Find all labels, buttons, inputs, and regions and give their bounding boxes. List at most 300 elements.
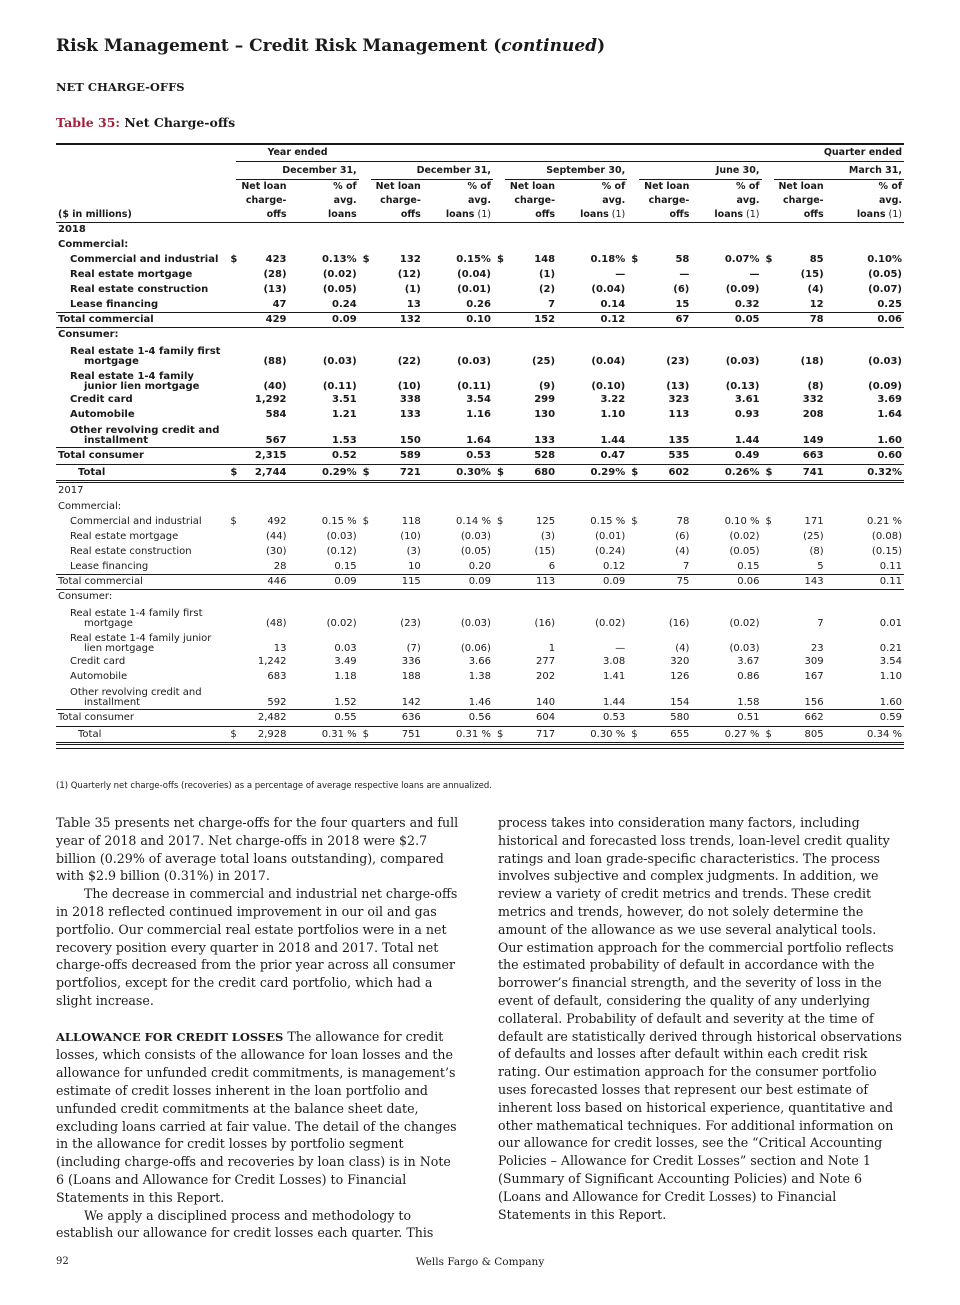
- row-label: Real estate 1-4 family junior lien mortgage: [70, 632, 212, 654]
- dollar-sign: [762, 313, 774, 328]
- percent-cell: 0.86: [737, 671, 760, 682]
- spacer: [359, 180, 371, 195]
- row-label: Commercial and industrial: [70, 516, 202, 527]
- percent-cell: 3.49: [334, 656, 357, 667]
- percent-cell: 0.21: [879, 642, 902, 654]
- dollar-sign: [762, 710, 774, 727]
- percent-cell: 0.32%: [826, 465, 904, 482]
- amount-cell: 320: [670, 656, 690, 667]
- amount-cell: 584: [265, 409, 287, 420]
- column-header: Net loan: [644, 181, 690, 192]
- dollar-sign: [627, 530, 639, 545]
- percent-cell: 0.13%: [321, 254, 357, 265]
- dollar-sign: $: [362, 516, 370, 527]
- column-header: offs: [639, 208, 691, 223]
- amount-cell: 602: [639, 465, 691, 482]
- dollar-sign: [359, 685, 371, 710]
- amount-cell: 58: [675, 254, 690, 265]
- amount-cell: (23): [400, 617, 421, 629]
- amount-cell: 1,292: [254, 394, 287, 405]
- spacer: [627, 194, 639, 208]
- percent-cell: 0.06: [826, 313, 904, 328]
- spacer: [762, 208, 774, 223]
- percent-cell: 3.08: [602, 656, 626, 667]
- amount-cell: (25): [532, 355, 556, 367]
- column-header: offs: [371, 208, 423, 223]
- amount-cell: 132: [399, 254, 421, 265]
- column-header: charge-: [245, 195, 287, 206]
- percent-cell: 1.46: [468, 697, 491, 708]
- amount-cell: (10): [400, 531, 421, 542]
- amount-cell: 567: [265, 435, 287, 446]
- percent-cell: 0.93: [734, 409, 760, 420]
- table-number: Table 35:: [56, 115, 121, 130]
- spacer: [762, 194, 774, 208]
- table-section-row: [56, 500, 904, 515]
- amount-cell: (3): [540, 531, 556, 542]
- amount-cell: 132: [371, 313, 423, 328]
- percent-cell: 0.30 %: [557, 727, 627, 744]
- dollar-sign: [627, 655, 639, 670]
- amount-cell: 113: [668, 409, 690, 420]
- column-header: charge-: [514, 195, 556, 206]
- amount-cell: (3): [406, 546, 421, 557]
- amount-cell: 7: [682, 560, 690, 572]
- amount-cell: 429: [236, 313, 288, 328]
- row-label: Commercial and industrial: [70, 254, 219, 265]
- dollar-sign: [359, 423, 371, 448]
- column-header: % of: [601, 181, 626, 192]
- percent-cell: 1.52: [334, 697, 357, 708]
- percent-cell: 0.51: [691, 710, 761, 727]
- amount-cell: (88): [263, 355, 287, 367]
- percent-cell: 0.15: [737, 560, 760, 572]
- amount-cell: 188: [401, 671, 421, 682]
- percent-cell: 0.05: [691, 313, 761, 328]
- row-label: Total commercial: [56, 313, 226, 328]
- percent-cell: (0.01): [595, 531, 626, 542]
- section-label: Commercial:: [58, 501, 122, 512]
- percent-cell: 0.49: [691, 448, 761, 465]
- percent-cell: 3.67: [737, 656, 760, 667]
- dollar-sign: $: [226, 465, 236, 482]
- dollar-sign: [627, 343, 639, 368]
- column-header: % of: [467, 181, 491, 192]
- amount-cell: 142: [401, 697, 421, 708]
- amount-cell: 5: [817, 560, 824, 572]
- dollar-sign: [493, 575, 505, 590]
- dollar-sign: [359, 560, 371, 575]
- dollar-sign: $: [230, 516, 237, 527]
- dollar-sign: [627, 685, 639, 710]
- net-charge-offs-table-wrap: [56, 143, 904, 749]
- dollar-sign: [359, 655, 371, 670]
- dollar-sign: [627, 448, 639, 465]
- column-header: charge-: [782, 195, 824, 206]
- amount-cell: 1,242: [257, 656, 287, 667]
- percent-cell: 0.52: [289, 448, 359, 465]
- table-row: [56, 408, 904, 423]
- spacer: [493, 208, 505, 223]
- dollar-sign: [493, 560, 505, 575]
- amount-cell: 113: [505, 575, 557, 590]
- units-label: ($ in millions): [58, 209, 132, 220]
- amount-cell: 717: [505, 727, 557, 744]
- amount-cell: 338: [399, 394, 421, 405]
- dollar-sign: $: [493, 465, 505, 482]
- period-header: September 30,: [505, 162, 627, 180]
- dollar-sign: [493, 368, 505, 393]
- amount-cell: 332: [802, 394, 824, 405]
- dollar-sign: [762, 448, 774, 465]
- percent-cell: (0.03): [460, 617, 491, 629]
- amount-cell: (4): [675, 642, 690, 654]
- dollar-sign: [226, 710, 236, 727]
- dollar-sign: [627, 560, 639, 575]
- footnote-ref: (1): [608, 209, 626, 220]
- column-header: avg.: [602, 195, 626, 206]
- dollar-sign: [226, 575, 236, 590]
- dollar-sign: [762, 605, 774, 630]
- dollar-sign: $: [362, 254, 370, 265]
- dollar-sign: [627, 393, 639, 408]
- dollar-sign: $: [631, 254, 639, 265]
- percent-cell: 0.09: [289, 313, 359, 328]
- percent-cell: 1.41: [602, 671, 626, 682]
- percent-cell: (0.02): [326, 617, 357, 629]
- dollar-sign: [359, 605, 371, 630]
- amount-cell: (1): [404, 284, 421, 295]
- spacer: [627, 180, 639, 195]
- amount-cell: 152: [505, 313, 557, 328]
- dollar-sign: $: [496, 254, 504, 265]
- section-heading: NET CHARGE-OFFS: [56, 80, 185, 94]
- column-header: charge-: [380, 195, 421, 206]
- column-header: avg.: [467, 195, 491, 206]
- footnote-ref: (1): [743, 209, 760, 220]
- amount-cell: 299: [534, 394, 556, 405]
- amount-cell: (6): [675, 531, 690, 542]
- body-column-left: [56, 814, 461, 1242]
- table-title: Net Charge-offs: [124, 115, 236, 130]
- column-header: % of: [878, 181, 902, 192]
- dollar-sign: [762, 530, 774, 545]
- percent-cell: 0.01: [879, 617, 902, 629]
- dollar-sign: [226, 655, 236, 670]
- percent-cell: 0.60: [826, 448, 904, 465]
- row-label: Automobile: [70, 671, 128, 682]
- dollar-sign: [359, 268, 371, 283]
- amount-cell: (18): [800, 355, 824, 367]
- row-label: Total: [56, 727, 226, 744]
- dollar-sign: [493, 710, 505, 727]
- dollar-sign: [226, 268, 236, 283]
- dollar-sign: [493, 530, 505, 545]
- dollar-sign: [226, 685, 236, 710]
- period-header: December 31,: [371, 162, 493, 180]
- percent-cell: 0.20: [468, 560, 491, 572]
- percent-cell: 0.09: [423, 575, 493, 590]
- amount-cell: (9): [538, 380, 556, 392]
- percent-cell: (0.04): [591, 355, 626, 367]
- percent-cell: 1.64: [877, 409, 902, 420]
- percent-cell: 3.22: [600, 394, 626, 405]
- amount-cell: (7): [406, 642, 421, 654]
- amount-cell: 13: [273, 642, 287, 654]
- percent-cell: 0.03: [334, 642, 357, 654]
- dollar-sign: $: [765, 254, 773, 265]
- percent-cell: 3.66: [468, 656, 491, 667]
- dollar-sign: [493, 630, 505, 655]
- percent-cell: (0.09): [868, 380, 902, 392]
- spacer: [493, 194, 505, 208]
- column-header: % of: [333, 181, 357, 192]
- amount-cell: (13): [666, 380, 690, 392]
- dollar-sign: [627, 298, 639, 313]
- amount-cell: 171: [804, 516, 824, 527]
- percent-cell: (0.13): [725, 380, 760, 392]
- dollar-sign: [762, 670, 774, 685]
- amount-cell: (16): [668, 617, 690, 629]
- percent-cell: (0.24): [595, 546, 626, 557]
- amount-cell: (15): [534, 546, 556, 557]
- table-section-row: [56, 482, 904, 500]
- body-paragraph: Table 35 presents net charge-offs for the four quarters and full year of 2018 and 2017. Net charge-offs in 2018 were $2.7 billion (0.29% of average total loans outstanding), compared with $2.9 billion (0.31%) in 2017.: [56, 815, 459, 884]
- row-label: Real estate construction: [70, 284, 209, 295]
- dollar-sign: [493, 423, 505, 448]
- amount-cell: 636: [371, 710, 423, 727]
- dollar-sign: [762, 283, 774, 298]
- column-header: loans (1): [557, 208, 627, 223]
- dollar-sign: [493, 393, 505, 408]
- percent-cell: 0.24: [331, 298, 357, 310]
- percent-cell: 3.54: [879, 656, 902, 667]
- dollar-sign: $: [359, 727, 371, 744]
- amount-cell: 28: [273, 560, 287, 572]
- percent-cell: (0.09): [725, 284, 760, 295]
- amount-cell: 2,928: [236, 727, 288, 744]
- percent-cell: 0.06: [691, 575, 761, 590]
- period-header: March 31,: [774, 162, 904, 180]
- dollar-sign: $: [496, 516, 504, 527]
- amount-cell: (40): [263, 380, 287, 392]
- percent-cell: 0.14 %: [456, 516, 491, 527]
- row-label: Total commercial: [56, 575, 226, 590]
- table-row: [56, 343, 904, 368]
- amount-cell: 1: [548, 642, 556, 654]
- amount-cell: 492: [267, 516, 287, 527]
- percent-cell: (0.07): [868, 284, 902, 295]
- table-row: [56, 313, 904, 328]
- percent-cell: 3.61: [734, 394, 760, 405]
- amount-cell: 67: [639, 313, 691, 328]
- table-row: [56, 368, 904, 393]
- amount-cell: (30): [265, 546, 287, 557]
- amount-cell: (13): [263, 284, 287, 295]
- dollar-sign: $: [359, 465, 371, 482]
- dollar-sign: $: [230, 254, 238, 265]
- amount-cell: 7: [817, 617, 824, 629]
- row-label: Credit card: [70, 656, 126, 667]
- dollar-sign: [226, 545, 236, 560]
- dollar-sign: [226, 283, 236, 298]
- amount-cell: 589: [371, 448, 423, 465]
- page-number: 92: [56, 1256, 69, 1267]
- percent-cell: 0.30%: [423, 465, 493, 482]
- dollar-sign: [226, 605, 236, 630]
- amount-cell: 741: [774, 465, 826, 482]
- table-row: [56, 560, 904, 575]
- dollar-sign: [762, 408, 774, 423]
- percent-cell: 0.11: [826, 575, 904, 590]
- amount-cell: 663: [774, 448, 826, 465]
- section-label: 2017: [56, 482, 904, 500]
- table-section-row: [56, 238, 904, 253]
- row-label: Other revolving credit and installment: [70, 425, 220, 446]
- dollar-sign: [359, 530, 371, 545]
- dollar-sign: [493, 685, 505, 710]
- amount-cell: (6): [673, 284, 690, 295]
- amount-cell: 156: [804, 697, 824, 708]
- percent-cell: 0.10: [423, 313, 493, 328]
- amount-cell: 528: [505, 448, 557, 465]
- dollar-sign: [627, 575, 639, 590]
- table-row: [56, 655, 904, 670]
- percent-cell: 1.44: [602, 697, 626, 708]
- column-header: Net loan: [241, 181, 287, 192]
- section-label: Consumer:: [56, 590, 904, 605]
- percent-cell: 1.44: [734, 435, 760, 446]
- percent-cell: 1.53: [331, 435, 357, 446]
- table-row: [56, 670, 904, 685]
- amount-cell: 208: [802, 409, 824, 420]
- row-label: Other revolving credit and installment: [70, 687, 202, 708]
- body-paragraph: The decrease in commercial and industrial net charge-offs in 2018 reflected continued improvement in our oil and gas portfolio. Our commercial real estate portfolios were in a net recovery position every quarter in 2018 and 2017. Total net charge-offs decreased from the prior year across all consumer portfolios, except for the credit card portfolio, which had a slight increase.: [56, 886, 458, 1008]
- percent-cell: 0.29%: [557, 465, 627, 482]
- table-row: [56, 253, 904, 268]
- amount-cell: 78: [676, 516, 690, 527]
- amount-cell: 133: [399, 409, 421, 420]
- percent-cell: 0.26: [466, 298, 491, 310]
- percent-cell: 0.47: [557, 448, 627, 465]
- percent-cell: 0.12: [557, 313, 627, 328]
- dollar-sign: [226, 560, 236, 575]
- amount-cell: 149: [802, 435, 824, 446]
- dollar-sign: [627, 268, 639, 283]
- amount-cell: 336: [401, 656, 421, 667]
- dollar-sign: [493, 670, 505, 685]
- percent-cell: 1.64: [466, 435, 491, 446]
- spacer: [359, 194, 371, 208]
- dollar-sign: [627, 605, 639, 630]
- amount-cell: 6: [548, 560, 556, 572]
- amount-cell: (8): [807, 380, 824, 392]
- percent-cell: (0.10): [591, 380, 626, 392]
- dollar-sign: [627, 368, 639, 393]
- amount-cell: (8): [809, 546, 824, 557]
- percent-cell: (0.03): [457, 355, 491, 367]
- amount-cell: 662: [774, 710, 826, 727]
- table-row: [56, 268, 904, 283]
- dollar-sign: [762, 545, 774, 560]
- dollar-sign: [762, 393, 774, 408]
- dollar-sign: [359, 710, 371, 727]
- table-row: [56, 630, 904, 655]
- amount-cell: (10): [397, 380, 421, 392]
- section-label: 2018: [56, 223, 904, 238]
- percent-cell: 0.14: [600, 298, 626, 310]
- table-row: [56, 727, 904, 744]
- percent-cell: 0.56: [423, 710, 493, 727]
- amount-cell: 535: [639, 448, 691, 465]
- amount-cell: 115: [371, 575, 423, 590]
- percent-cell: 0.15 %: [321, 516, 357, 527]
- table-row: [56, 515, 904, 530]
- percent-cell: (0.03): [326, 531, 357, 542]
- dollar-sign: $: [627, 727, 639, 744]
- column-header: loans (1): [691, 208, 761, 223]
- percent-cell: (0.01): [457, 284, 491, 295]
- percent-cell: 1.58: [737, 697, 760, 708]
- amount-cell: 805: [774, 727, 826, 744]
- dollar-sign: $: [493, 727, 505, 744]
- table-row: [56, 605, 904, 630]
- body-paragraph: process takes into consideration many factors, including historical and forecasted loss trends, loan-level credit quality ratings and loan grade-specific characteristics. The process involves subjective and complex judgments. In addition, we review a variety of credit metrics and trends. These credit metrics and trends, however, do not solely determine the amount of the allowance as we use several analytical tools. Our estimation approach for the commercial portfolio reflects the estimated probability of default in accordance with the borrower’s financial strength, and the severity of loss in the event of default, considering the quality of any underlying collateral. Probability of default and severity at the time of default are statistically derived through historical observations of defaults and losses after default within each credit risk rating. Our estimation approach for the consumer portfolio uses forecasted losses that represent our best estimate of inherent loss based on historical experience, quantitative and other mathematical techniques. For additional information on our allowance for credit losses, see the “Critical Accounting Policies – Allowance for Credit Losses” section and Note 1 (Summary of Significant Accounting Policies) and Note 6 (Loans and Allowance for Credit Losses) to Financial Statements in this Report.: [498, 815, 902, 1222]
- amount-cell: 2,315: [236, 448, 288, 465]
- amount-cell: 10: [408, 560, 421, 572]
- amount-cell: 683: [267, 671, 287, 682]
- percent-cell: 0.15 %: [590, 516, 626, 527]
- percent-cell: 0.29%: [289, 465, 359, 482]
- percent-cell: 1.60: [877, 435, 902, 446]
- percent-cell: (0.08): [871, 531, 902, 542]
- percent-cell: (0.15): [871, 546, 902, 557]
- dollar-sign: [493, 655, 505, 670]
- percent-cell: —: [749, 269, 760, 280]
- dollar-sign: [762, 268, 774, 283]
- section-label: Commercial:: [58, 239, 129, 250]
- body-paragraph: [56, 1028, 461, 1207]
- table-row: [56, 465, 904, 482]
- net-charge-offs-table: [56, 143, 904, 749]
- column-header: offs: [774, 208, 826, 223]
- amount-cell: 721: [371, 465, 423, 482]
- percent-cell: (0.12): [326, 546, 357, 557]
- dollar-sign: [762, 655, 774, 670]
- percent-cell: (0.05): [322, 284, 357, 295]
- column-header: avg.: [878, 195, 902, 206]
- column-header: loans: [289, 208, 359, 223]
- dollar-sign: [226, 448, 236, 465]
- amount-cell: 12: [809, 298, 824, 310]
- spacer: [493, 180, 505, 195]
- percent-cell: 1.10: [879, 671, 902, 682]
- percent-cell: 1.10: [600, 409, 626, 420]
- table-caption: [56, 115, 235, 130]
- percent-cell: 0.18%: [590, 254, 626, 265]
- percent-cell: 0.59: [826, 710, 904, 727]
- dollar-sign: $: [765, 516, 772, 527]
- dollar-sign: [627, 630, 639, 655]
- amount-cell: 140: [535, 697, 556, 708]
- row-label: Real estate mortgage: [70, 531, 179, 542]
- dollar-sign: [359, 545, 371, 560]
- percent-cell: (0.06): [460, 642, 491, 654]
- group-year-ended: Year ended: [236, 145, 358, 162]
- percent-cell: 0.31 %: [423, 727, 493, 744]
- amount-cell: 135: [668, 435, 690, 446]
- amount-cell: 277: [535, 656, 556, 667]
